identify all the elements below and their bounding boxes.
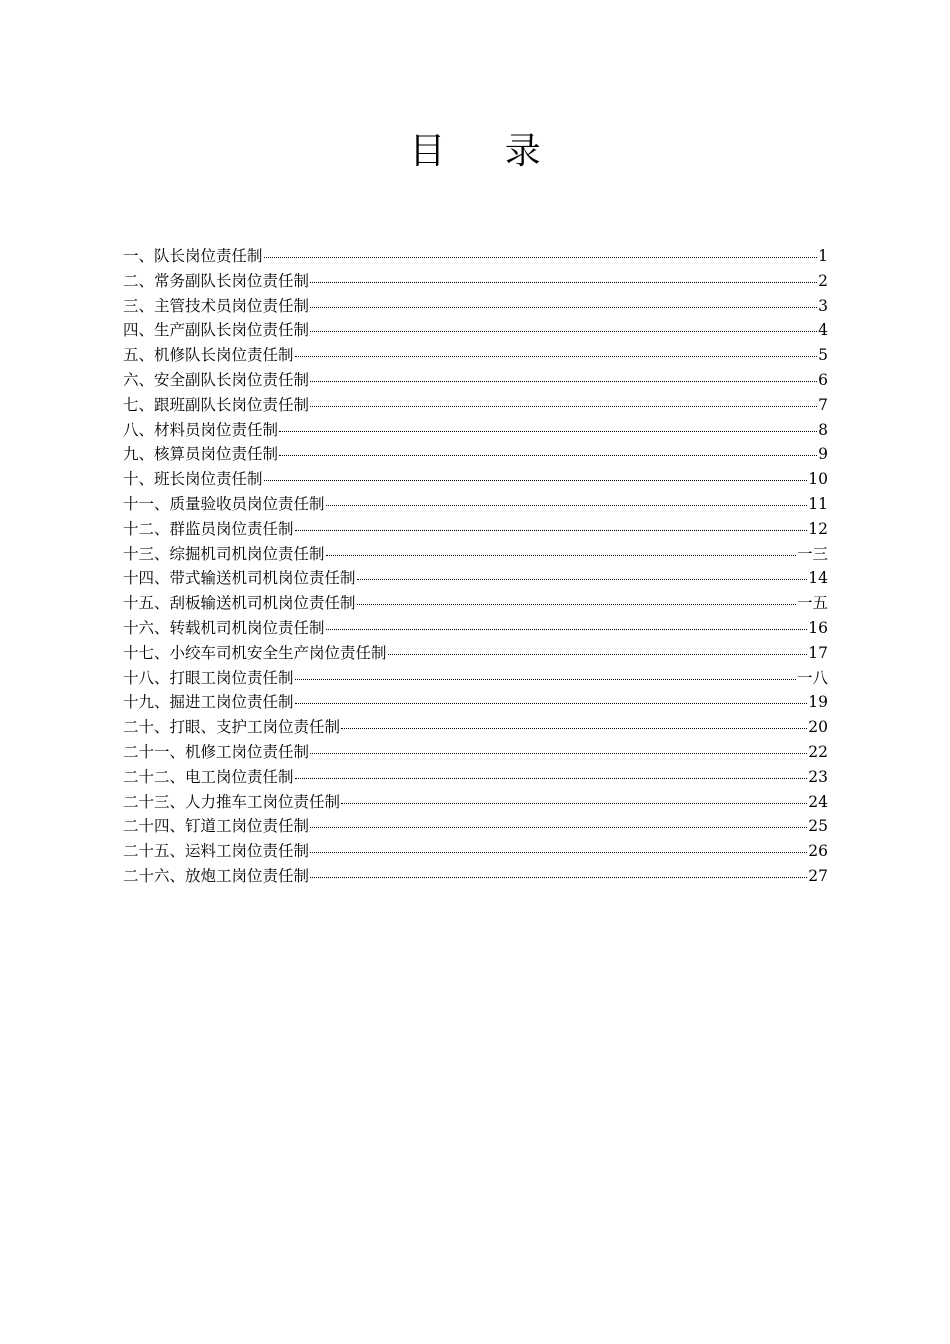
dot-leader [326,629,808,630]
toc-entry-page-number: 一三 [796,544,828,563]
toc-entry[interactable] [123,790,828,815]
dot-leader [295,530,808,531]
toc-entry-label: 十八、打眼工岗位责任制 [123,668,294,687]
toc-entry-page-number: 12 [808,519,828,538]
toc-entry-label: 二十、打眼、支护工岗位责任制 [123,718,341,737]
toc-entry-label: 十九、掘进工岗位责任制 [123,693,294,712]
toc-entry-page-number: 5 [818,346,828,365]
toc-entry-page-number: 一八 [796,668,828,687]
toc-entry[interactable] [123,690,828,715]
dot-leader [279,455,817,456]
toc-entry[interactable] [123,641,828,666]
dot-leader [310,331,817,332]
toc-entry-label: 四、生产副队长岗位责任制 [123,321,310,340]
toc-entry-label: 八、材料员岗位责任制 [123,420,279,439]
dot-leader [295,679,796,680]
dot-leader [310,282,817,283]
toc-entry-page-number: 7 [818,395,828,414]
toc-entry[interactable] [123,814,828,839]
toc-entry[interactable] [123,715,828,740]
dot-leader [388,654,808,655]
toc-entry-label: 六、安全副队长岗位责任制 [123,370,310,389]
toc-entry[interactable] [123,839,828,864]
dot-leader [357,604,796,605]
toc-entry[interactable] [123,393,828,418]
toc-entry-label: 十、班长岗位责任制 [123,470,263,489]
toc-entry-page-number: 20 [808,718,828,737]
toc-entry-page-number: 一五 [796,594,828,613]
dot-leader [341,728,807,729]
toc-entry[interactable] [123,318,828,343]
dot-leader [279,431,817,432]
dot-leader [295,703,808,704]
dot-leader [310,381,817,382]
page-title: 目 录 [409,131,565,172]
toc-entry-label: 十五、刮板输送机司机岗位责任制 [123,594,356,613]
toc-entry-label: 十一、质量验收员岗位责任制 [123,494,325,513]
toc-entry-page-number: 25 [808,817,828,836]
toc-entry-page-number: 27 [808,866,828,885]
toc-entry[interactable] [123,864,828,889]
dot-leader [264,257,818,258]
toc-entry-page-number: 4 [818,321,828,340]
toc-entry-page-number: 24 [808,792,828,811]
toc-entry-label: 一、队长岗位责任制 [123,247,263,265]
toc-entry-label: 十六、转载机司机岗位责任制 [123,618,325,637]
toc-entry-label: 二十一、机修工岗位责任制 [123,742,310,761]
toc-entry-label: 二十二、电工岗位责任制 [123,767,294,786]
toc-entry[interactable] [123,591,828,616]
toc-entry-page-number: 2 [818,271,828,290]
toc-entry-page-number: 22 [808,742,828,761]
toc-entry[interactable] [123,418,828,443]
dot-leader [310,877,807,878]
toc-entry[interactable] [123,492,828,517]
toc-entry[interactable] [123,666,828,691]
toc-entry[interactable] [123,765,828,790]
toc-entry[interactable] [123,368,828,393]
toc-entry-label: 九、核算员岗位责任制 [123,445,279,464]
toc-entry[interactable] [123,740,828,765]
toc-entry-label: 十七、小绞车司机安全生产岗位责任制 [123,643,387,662]
toc-entry[interactable] [123,566,828,591]
table-of-contents [123,244,828,889]
dot-leader [310,307,817,308]
toc-entry-label: 二十四、钉道工岗位责任制 [123,817,310,836]
toc-entry-label: 十四、带式输送机司机岗位责任制 [123,569,356,588]
toc-entry-page-number: 6 [818,370,828,389]
dot-leader [310,406,817,407]
toc-entry-label: 七、跟班副队长岗位责任制 [123,395,310,414]
toc-entry[interactable] [123,343,828,368]
toc-entry[interactable] [123,542,828,567]
dot-leader [264,480,808,481]
toc-entry[interactable] [123,244,828,269]
toc-entry-page-number: 10 [808,470,828,489]
toc-entry[interactable] [123,269,828,294]
toc-entry-label: 二十六、放炮工岗位责任制 [123,866,310,885]
toc-entry[interactable] [123,467,828,492]
toc-entry-page-number: 9 [818,445,828,464]
toc-entry-page-number: 3 [818,296,828,315]
toc-entry[interactable] [123,517,828,542]
toc-entry-label: 十二、群监员岗位责任制 [123,519,294,538]
dot-leader [310,827,807,828]
toc-entry-page-number: 17 [808,643,828,662]
toc-entry[interactable] [123,616,828,641]
toc-entry-page-number: 16 [808,618,828,637]
toc-entry-page-number: 23 [808,767,828,786]
toc-entry-label: 十三、综掘机司机岗位责任制 [123,544,325,563]
toc-entry[interactable] [123,442,828,467]
dot-leader [357,579,808,580]
toc-entry-page-number: 19 [808,693,828,712]
dot-leader [326,505,808,506]
dot-leader [326,555,796,556]
toc-entry-label: 三、主管技术员岗位责任制 [123,296,310,315]
dot-leader [310,753,807,754]
toc-entry-page-number: 8 [818,420,828,439]
dot-leader [295,356,818,357]
toc-entry-page-number: 26 [808,842,828,861]
toc-entry-label: 二十五、运料工岗位责任制 [123,842,310,861]
toc-entry-page-number: 11 [808,494,828,513]
toc-entry-label: 二、常务副队长岗位责任制 [123,271,310,290]
dot-leader [310,852,807,853]
toc-entry-page-number: 14 [808,569,828,588]
toc-entry-page-number: 1 [818,247,828,265]
dot-leader [295,778,808,779]
toc-entry-label: 二十三、人力推车工岗位责任制 [123,792,341,811]
toc-entry-label: 五、机修队长岗位责任制 [123,346,294,365]
toc-entry[interactable] [123,294,828,319]
dot-leader [341,803,807,804]
